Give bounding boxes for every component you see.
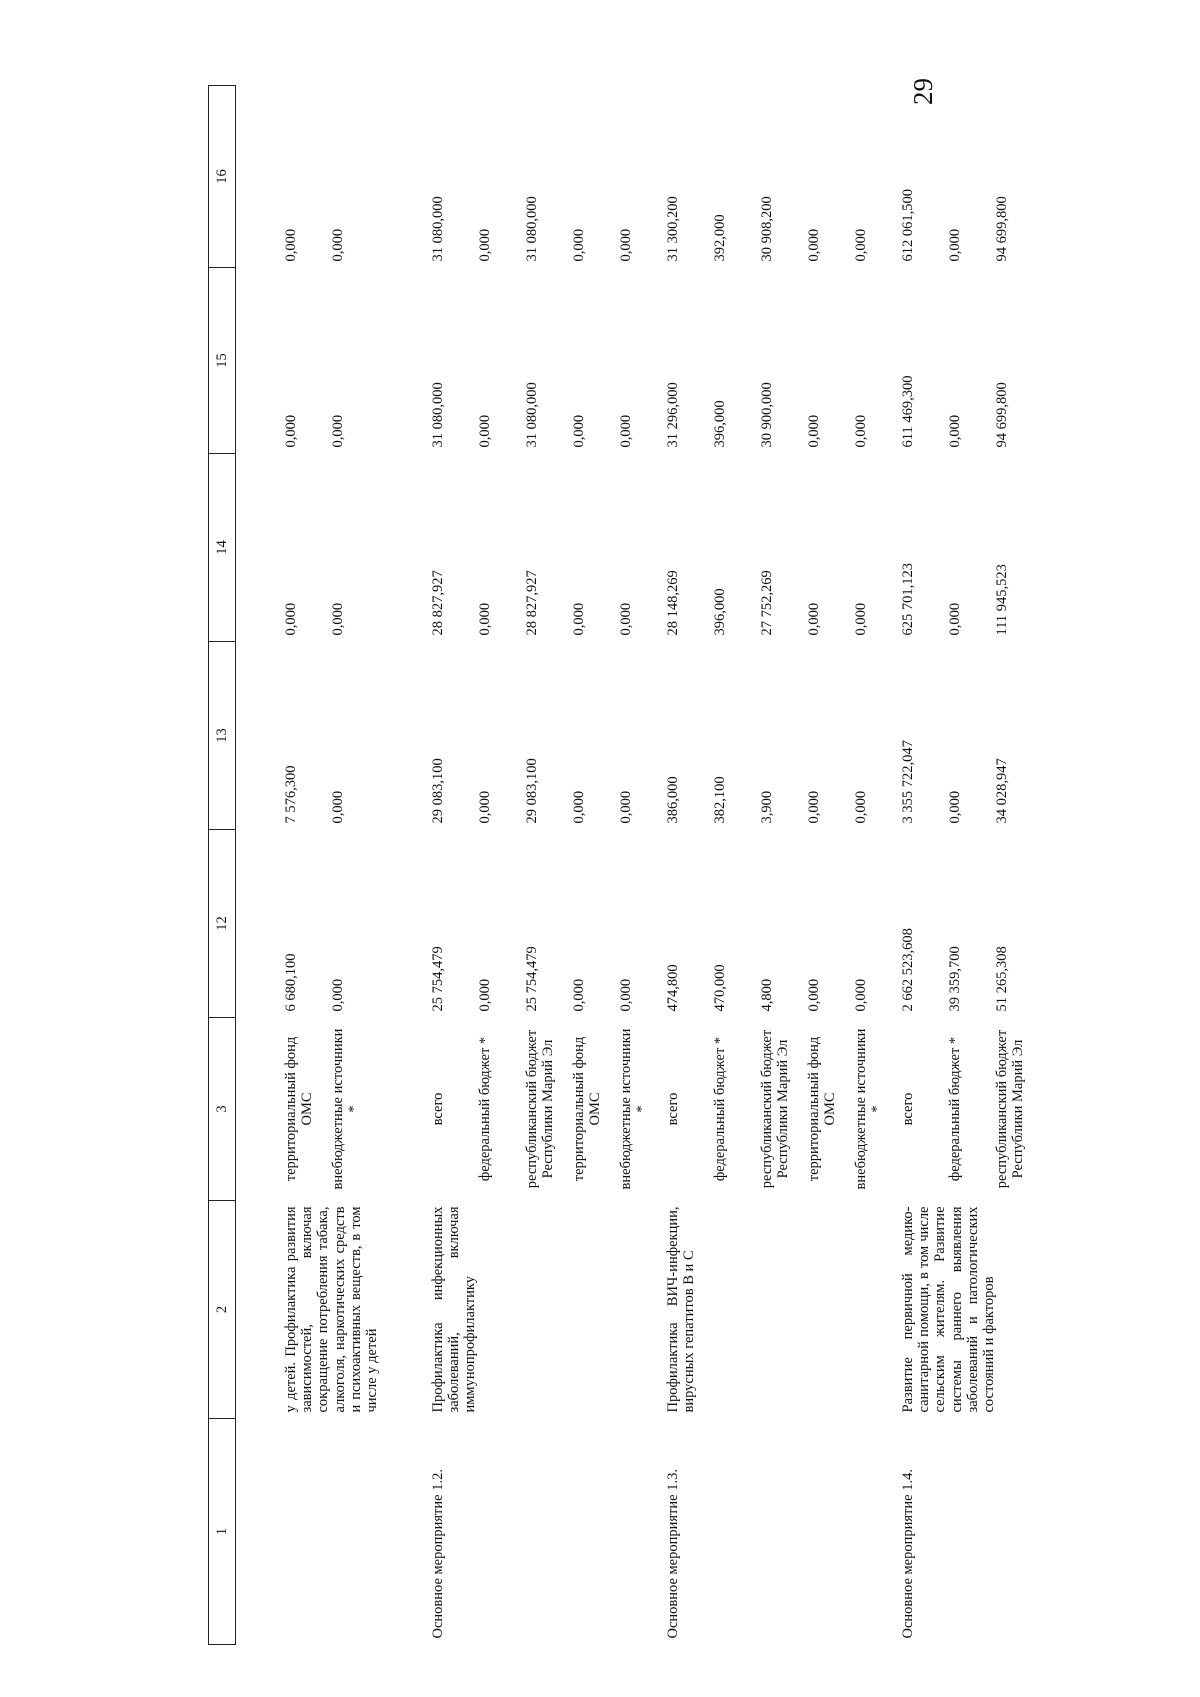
value-13: 3,900 xyxy=(759,790,775,824)
value-13: 0,000 xyxy=(947,790,963,824)
value-13: 0,000 xyxy=(806,790,822,824)
funding-source: территориальный фонд ОМС xyxy=(571,1036,604,1182)
value-13: 0,000 xyxy=(853,790,869,824)
value-14: 0,000 xyxy=(618,602,634,636)
value-14: 111 945,523 xyxy=(994,564,1010,636)
value-15: 0,000 xyxy=(853,414,869,448)
value-16: 30 908,200 xyxy=(759,196,775,262)
value-12: 0,000 xyxy=(571,978,587,1012)
funding-source: территориальный фонд ОМС xyxy=(283,1036,316,1182)
value-13: 29 083,100 xyxy=(524,758,540,824)
value-12: 25 754,479 xyxy=(430,946,446,1012)
funding-source: территориальный фонд ОМС xyxy=(806,1036,839,1182)
header-col-1: 1 xyxy=(209,1419,236,1645)
value-15: 31 080,000 xyxy=(430,382,446,448)
value-15: 0,000 xyxy=(477,414,493,448)
value-12: 474,800 xyxy=(665,964,681,1012)
value-15: 611 469,300 xyxy=(900,375,916,448)
value-15: 31 080,000 xyxy=(524,382,540,448)
value-14: 0,000 xyxy=(330,602,346,636)
value-14: 0,000 xyxy=(806,602,822,636)
value-14: 0,000 xyxy=(571,602,587,636)
value-13: 0,000 xyxy=(477,790,493,824)
funding-source: федеральный бюджет * xyxy=(947,1036,963,1182)
header-col-13: 13 xyxy=(209,642,236,830)
header-col-2: 2 xyxy=(209,1201,236,1419)
header-col-14: 14 xyxy=(209,454,236,642)
funding-source: республиканский бюджет Республики Марий Эл xyxy=(994,1029,1027,1189)
value-14: 28 827,927 xyxy=(430,570,446,636)
value-16: 0,000 xyxy=(618,228,634,262)
value-14: 28 827,927 xyxy=(524,570,540,636)
value-14: 27 752,269 xyxy=(759,570,775,636)
value-15: 31 296,000 xyxy=(665,382,681,448)
value-12: 25 754,479 xyxy=(524,946,540,1012)
funding-source: всего xyxy=(430,1092,446,1126)
value-12: 2 662 523,608 xyxy=(900,928,916,1012)
value-14: 0,000 xyxy=(477,602,493,636)
measure-description: Профилактика ВИЧ-инфекции, вирусных гепатитов В и С xyxy=(665,1206,698,1413)
funding-source: внебюджетные источники * xyxy=(853,1028,886,1190)
value-16: 0,000 xyxy=(330,228,346,262)
value-15: 0,000 xyxy=(947,414,963,448)
measure-description: Развитие первичной медико-санитарной помощи, в том числе сельским жителям. Развитие системы раннего выявления заболеваний и патологических состояний и факторов xyxy=(900,1206,998,1413)
funding-source: республиканский бюджет Республики Марий Эл xyxy=(524,1029,557,1189)
table-row xyxy=(665,86,712,1645)
header-col-16: 16 xyxy=(209,86,236,268)
measure-name: Основное мероприятие 1.4. xyxy=(900,1469,916,1639)
value-12: 0,000 xyxy=(477,978,493,1012)
value-15: 0,000 xyxy=(283,414,299,448)
measure-name xyxy=(283,1419,430,1645)
value-16: 0,000 xyxy=(477,228,493,262)
value-12: 4,800 xyxy=(759,978,775,1012)
value-14: 0,000 xyxy=(947,602,963,636)
value-16: 31 080,000 xyxy=(524,196,540,262)
table-row xyxy=(430,86,477,1645)
funding-source: всего xyxy=(665,1092,681,1126)
value-14: 28 148,269 xyxy=(665,570,681,636)
value-16: 612 061,500 xyxy=(900,189,916,262)
funding-source: республиканский бюджет Республики Марий Эл xyxy=(759,1029,792,1189)
measure-name: Основное мероприятие 1.2. xyxy=(430,1469,446,1639)
value-16: 0,000 xyxy=(853,228,869,262)
value-15: 30 900,000 xyxy=(759,382,775,448)
value-16: 31 080,000 xyxy=(430,196,446,262)
value-16: 0,000 xyxy=(283,228,299,262)
header-row xyxy=(209,86,236,1645)
measure-name: Основное мероприятие 1.3. xyxy=(665,1469,681,1639)
value-15: 0,000 xyxy=(571,414,587,448)
value-14: 0,000 xyxy=(853,602,869,636)
value-12: 0,000 xyxy=(853,978,869,1012)
value-13: 382,100 xyxy=(712,776,728,824)
value-15: 396,000 xyxy=(712,400,728,448)
table-row xyxy=(900,86,947,1645)
value-15: 0,000 xyxy=(330,414,346,448)
funding-source: всего xyxy=(900,1092,916,1126)
value-14: 625 701,123 xyxy=(900,563,916,636)
header-col-12: 12 xyxy=(209,830,236,1018)
value-14: 0,000 xyxy=(283,602,299,636)
funding-source: внебюджетные источники * xyxy=(618,1028,651,1190)
value-12: 6 680,100 xyxy=(283,953,299,1012)
value-16: 0,000 xyxy=(947,228,963,262)
measure-description: у детей. Профилактика развития зависимостей, включая сокращение потребления табака, алкоголя, наркотических средств и психоактивных веществ, в том числе у детей xyxy=(283,1206,381,1413)
measure-description: Профилактика инфекционных заболеваний, включая иммунопрофилактику xyxy=(430,1206,479,1413)
value-13: 0,000 xyxy=(618,790,634,824)
value-13: 34 028,947 xyxy=(994,758,1010,824)
value-13: 3 355 722,047 xyxy=(900,740,916,824)
value-16: 0,000 xyxy=(806,228,822,262)
funding-source: федеральный бюджет * xyxy=(712,1036,728,1182)
value-13: 0,000 xyxy=(571,790,587,824)
value-16: 0,000 xyxy=(571,228,587,262)
value-12: 51 265,308 xyxy=(994,946,1010,1012)
budget-table xyxy=(208,85,1041,1645)
page-number: 29 xyxy=(908,78,938,105)
funding-source: федеральный бюджет * xyxy=(477,1036,493,1182)
value-15: 0,000 xyxy=(618,414,634,448)
value-13: 386,000 xyxy=(665,776,681,824)
value-12: 470,000 xyxy=(712,964,728,1012)
value-13: 29 083,100 xyxy=(430,758,446,824)
value-12: 39 359,700 xyxy=(947,946,963,1012)
funding-source: внебюджетные источники * xyxy=(330,1028,363,1190)
value-16: 94 699,800 xyxy=(994,196,1010,262)
value-12: 0,000 xyxy=(330,978,346,1012)
value-13: 7 576,300 xyxy=(283,765,299,824)
value-12: 0,000 xyxy=(618,978,634,1012)
value-16: 392,000 xyxy=(712,214,728,262)
value-16: 31 300,200 xyxy=(665,196,681,262)
value-14: 396,000 xyxy=(712,588,728,636)
header-col-3: 3 xyxy=(209,1018,236,1201)
value-13: 0,000 xyxy=(330,790,346,824)
header-col-15: 15 xyxy=(209,268,236,454)
value-15: 94 699,800 xyxy=(994,382,1010,448)
value-12: 0,000 xyxy=(806,978,822,1012)
table-row xyxy=(283,86,330,1645)
value-15: 0,000 xyxy=(806,414,822,448)
